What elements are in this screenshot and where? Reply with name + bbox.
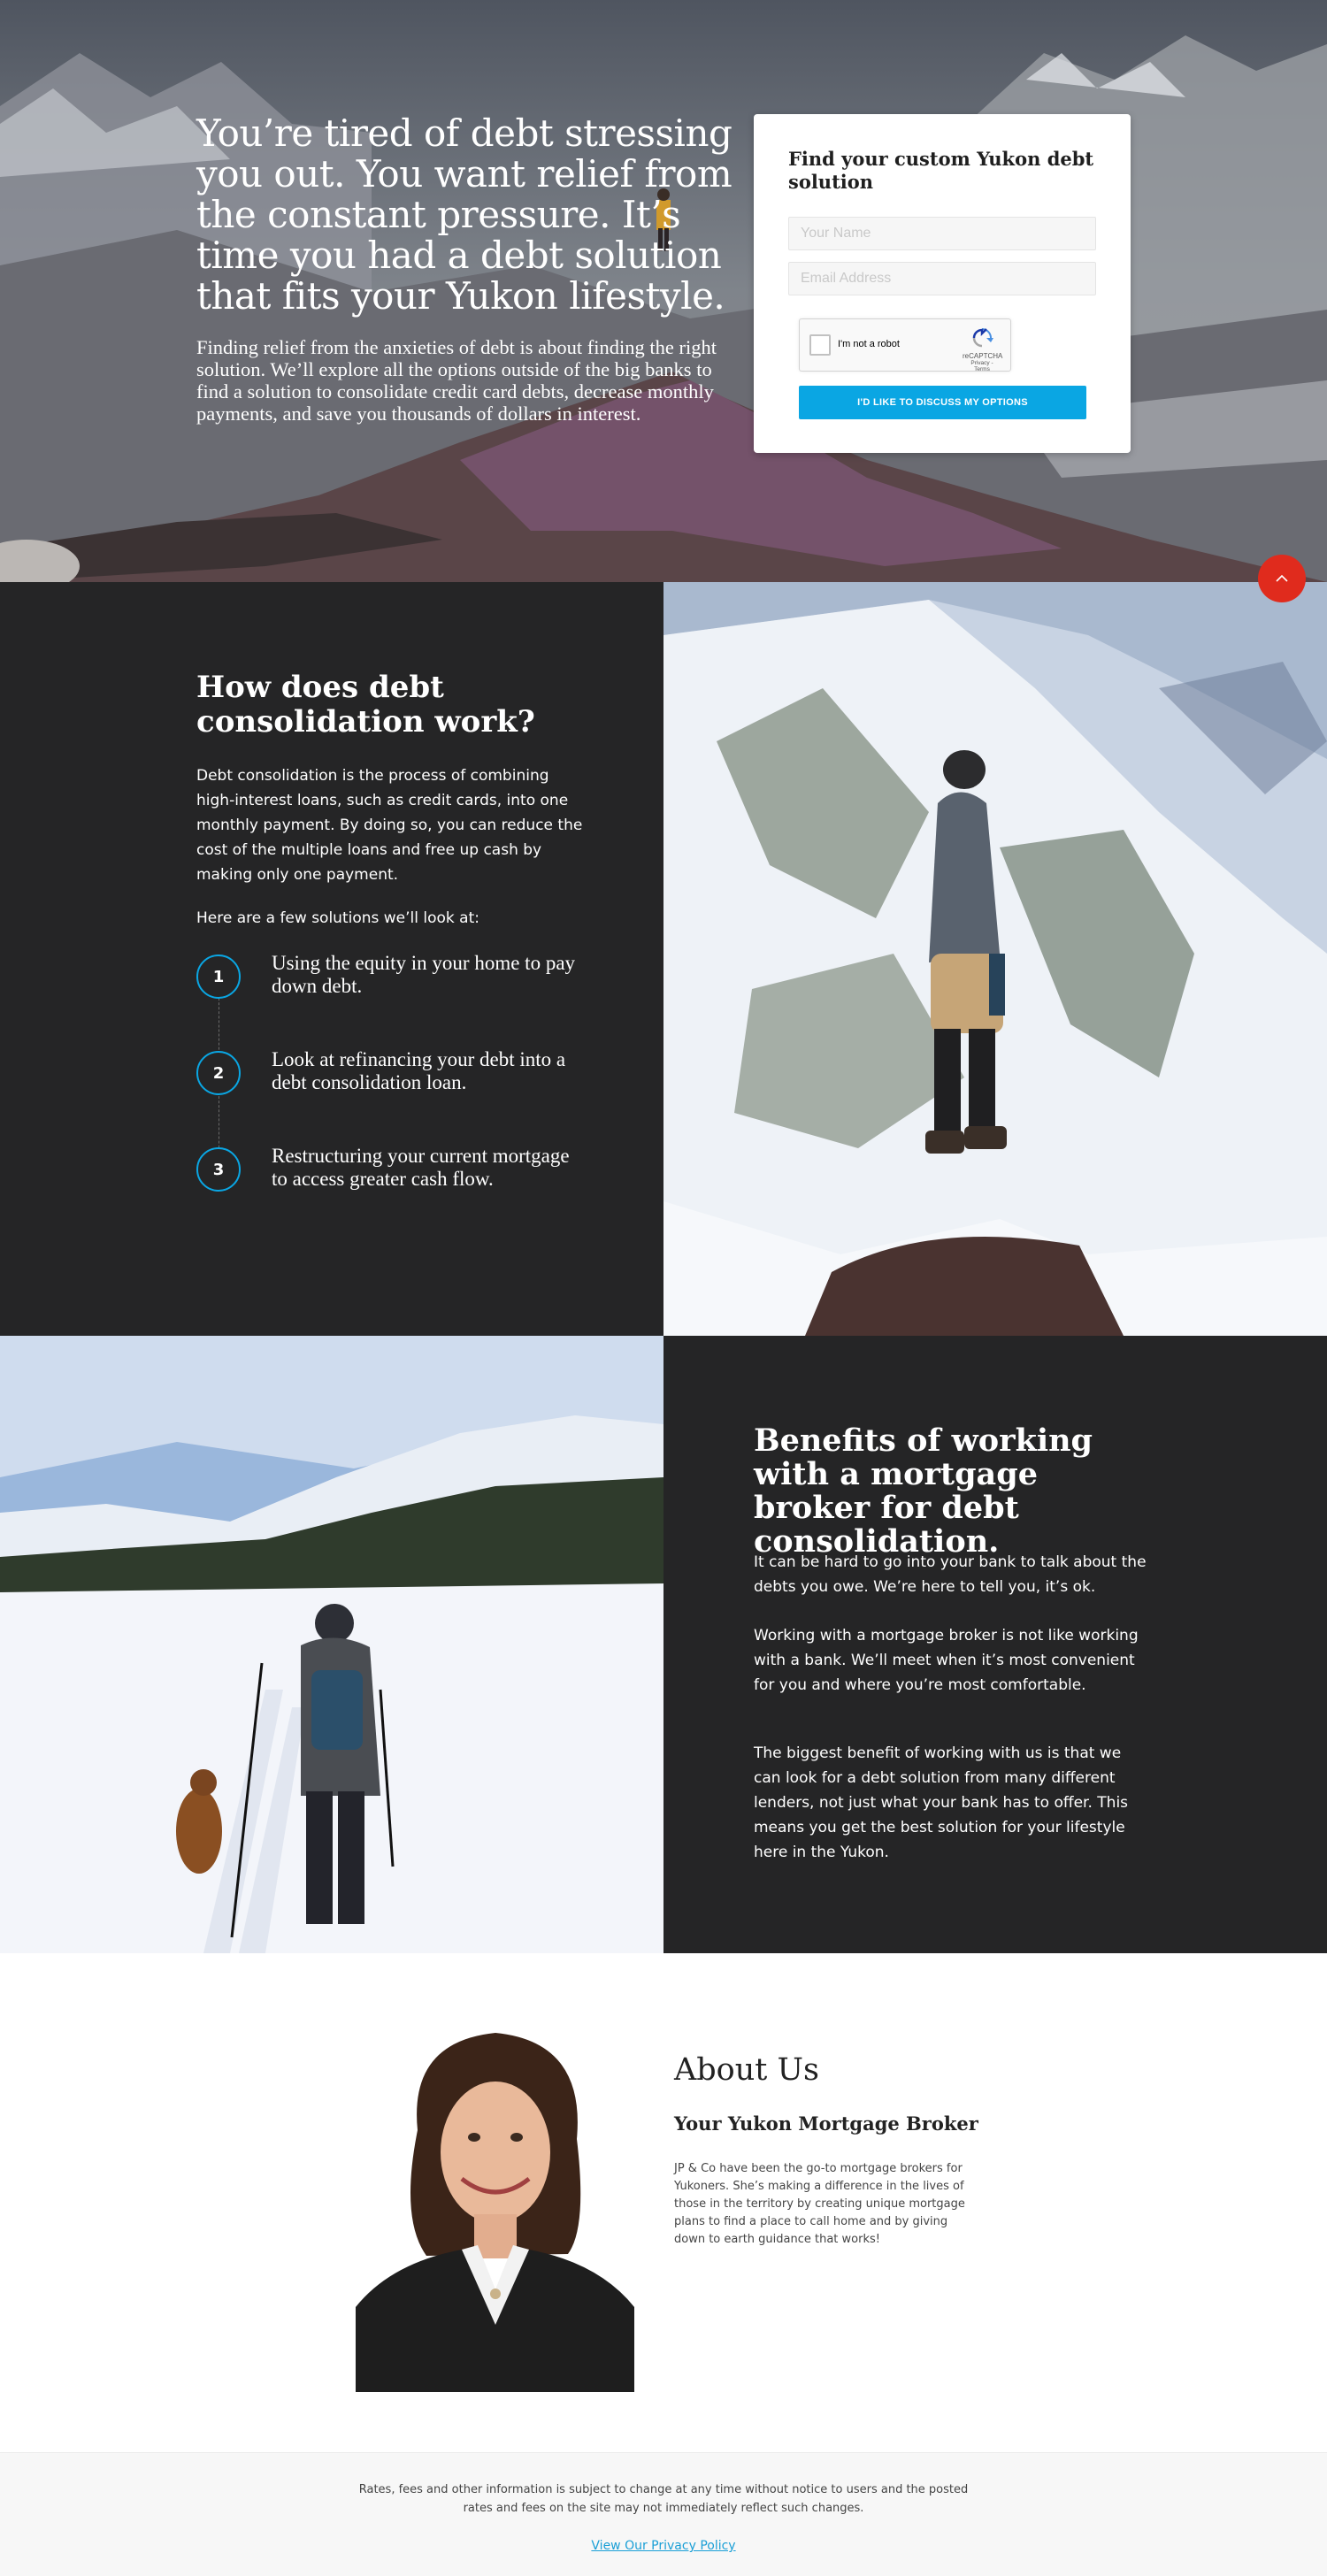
hero-headline: You’re tired of debt stressing you out. You want relief from the constant pressure. It’s time you had a debt solution that fits your Yukon lifestyle. xyxy=(196,111,733,318)
recaptcha-checkbox[interactable] xyxy=(809,334,831,356)
benefits-section xyxy=(664,1336,1327,1953)
skier-illustration xyxy=(0,1336,664,1953)
step-number-3: 3 xyxy=(196,1147,241,1192)
hiker-illustration xyxy=(664,582,1327,1336)
step-text-1: Using the equity in your home to pay down debt. xyxy=(272,952,576,997)
benefits-paragraph-3: The biggest benefit of working with us is that we can look for a debt solution from many different lenders, not just what your bank has to offer. This means you get the best solution for your lifestyle here in the Yukon. xyxy=(754,1744,1129,1861)
recaptcha-icon xyxy=(970,328,993,348)
scroll-to-top-button[interactable] xyxy=(1258,555,1306,602)
form-title: Find your custom Yukon debt solution xyxy=(788,148,1094,193)
footer xyxy=(0,2452,1327,2576)
hero-text-block xyxy=(196,113,738,425)
recaptcha-brand: reCAPTCHA xyxy=(963,352,1003,360)
email-input[interactable] xyxy=(788,262,1096,295)
about-subtitle: Your Yukon Mortgage Broker xyxy=(674,2112,978,2135)
solutions-intro: Here are a few solutions we’ll look at: xyxy=(196,909,479,927)
recaptcha-logo xyxy=(963,328,1001,372)
benefits-paragraph-1: It can be hard to go into your bank to talk about the debts you owe. We’re here to tell you, it’s ok. xyxy=(754,1553,1147,1596)
skier-dog-photo xyxy=(0,1336,664,1953)
portrait-illustration xyxy=(356,2024,634,2392)
about-section xyxy=(0,1953,1327,2452)
recaptcha-label: I'm not a robot xyxy=(838,339,900,349)
consolidation-paragraph: Debt consolidation is the process of combining high-interest loans, such as credit cards, into one monthly payment. By doing so, you can reduce the cost of the multiple loans and free up cash by making only one payment. xyxy=(196,767,583,884)
consolidation-title: How does debt consolidation work? xyxy=(196,670,535,740)
broker-portrait xyxy=(356,2024,634,2392)
discuss-options-button[interactable]: I'D LIKE TO DISCUSS MY OPTIONS xyxy=(799,386,1086,419)
recaptcha-widget xyxy=(799,318,1011,372)
hero-subheadline: Finding relief from the anxieties of debt is about finding the right solution. We’ll explore all the options outside of the big banks to find a solution to consolidate credit card debts, decrease monthly payments, and save you thousands of dollars in interest. xyxy=(196,336,717,425)
rates-disclaimer: Rates, fees and other information is subject to change at any time without notice to users and the posted rates and fees on the site may not immediately reflect such changes. xyxy=(358,2483,969,2515)
about-title: About Us xyxy=(674,2052,819,2088)
about-paragraph: JP & Co have been the go-to mortgage brokers for Yukoners. She’s making a difference in the lives of those in the territory by creating unique mortgage plans to find a place to call home and by giving down to earth guidance that works! xyxy=(674,2162,965,2246)
benefits-paragraph-2: Working with a mortgage broker is not like working with a bank. We’ll meet when it’s most convenient for you and where you’re most comfortable. xyxy=(754,1627,1139,1694)
hiker-mountain-photo xyxy=(664,582,1327,1336)
chevron-up-icon xyxy=(1275,574,1289,583)
lead-form xyxy=(754,114,1131,453)
step-text-2: Look at refinancing your debt into a debt consolidation loan. xyxy=(272,1048,566,1093)
step-number-2: 2 xyxy=(196,1051,241,1095)
step-number-1: 1 xyxy=(196,954,241,999)
benefits-title: Benefits of working with a mortgage broker for debt consolidation. xyxy=(754,1422,1093,1560)
privacy-policy-link[interactable]: View Our Privacy Policy xyxy=(591,2539,736,2553)
name-input[interactable] xyxy=(788,217,1096,250)
consolidation-section xyxy=(0,582,664,1336)
hero-section xyxy=(0,0,1327,582)
recaptcha-links[interactable]: Privacy - Terms xyxy=(970,360,993,372)
step-text-3: Restructuring your current mortgage to access greater cash flow. xyxy=(272,1145,570,1190)
